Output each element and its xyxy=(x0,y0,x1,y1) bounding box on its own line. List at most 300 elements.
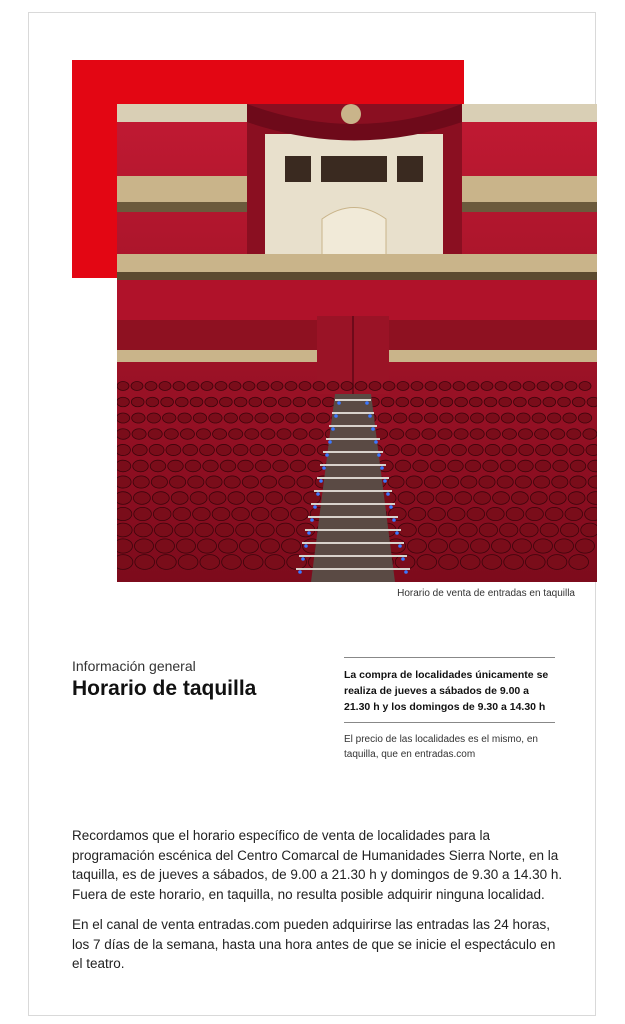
stair-light xyxy=(404,570,408,574)
seat xyxy=(425,397,438,407)
seat xyxy=(417,555,437,570)
seat xyxy=(220,460,236,472)
seat xyxy=(219,539,238,553)
seat xyxy=(520,523,538,537)
seat xyxy=(308,397,321,407)
seat xyxy=(282,539,301,553)
seat xyxy=(228,492,245,505)
seat xyxy=(149,444,164,455)
seat xyxy=(300,444,315,455)
seat xyxy=(196,429,210,440)
stair-light xyxy=(383,479,387,483)
seat xyxy=(551,429,565,440)
seat xyxy=(157,555,177,570)
seat xyxy=(448,460,464,472)
seat xyxy=(276,523,294,537)
seat xyxy=(261,429,275,440)
seat xyxy=(261,476,277,488)
seat xyxy=(388,476,404,488)
theater-illustration xyxy=(117,104,597,582)
seat xyxy=(255,413,268,423)
seat xyxy=(134,523,152,537)
seat xyxy=(430,460,446,472)
seat xyxy=(216,444,231,455)
seat xyxy=(418,523,436,537)
seat xyxy=(243,382,255,391)
seat xyxy=(327,382,339,391)
stair-light xyxy=(401,557,405,561)
seat xyxy=(166,444,181,455)
seat xyxy=(266,492,283,505)
stair-light xyxy=(316,492,320,496)
seat xyxy=(156,539,175,553)
seat xyxy=(175,523,193,537)
seat xyxy=(285,492,302,505)
seat xyxy=(117,555,133,570)
seat xyxy=(132,429,146,440)
seat xyxy=(168,460,184,472)
seat xyxy=(322,397,335,407)
seat xyxy=(355,382,367,391)
stair-light xyxy=(331,427,335,431)
seat xyxy=(229,429,243,440)
seat xyxy=(222,555,242,570)
seat xyxy=(552,476,568,488)
seat xyxy=(190,492,207,505)
sidebar-lead: La compra de localidades únicamente se realiza de jueves a sábados de 9.00 a 21.30 h y los domingos de 9.30 a 14.30 h xyxy=(344,658,555,723)
seat xyxy=(245,429,259,440)
seat xyxy=(397,382,409,391)
seat xyxy=(151,476,167,488)
seat xyxy=(224,476,240,488)
seat xyxy=(147,413,160,423)
seat xyxy=(565,507,583,520)
seat xyxy=(131,397,144,407)
seat xyxy=(243,555,263,570)
seat xyxy=(452,444,467,455)
seat xyxy=(201,382,213,391)
seat xyxy=(213,429,227,440)
page-title: Horario de taquilla xyxy=(72,677,257,700)
seat xyxy=(570,460,586,472)
seat xyxy=(543,397,556,407)
seat xyxy=(394,413,407,423)
seat xyxy=(177,539,196,553)
seat xyxy=(461,476,477,488)
stair-light xyxy=(319,479,323,483)
info-sidebar xyxy=(344,657,555,762)
seat xyxy=(408,539,427,553)
seat xyxy=(389,507,407,520)
seat xyxy=(523,382,535,391)
seat xyxy=(537,382,549,391)
seat xyxy=(250,444,265,455)
seat xyxy=(215,382,227,391)
seat xyxy=(479,476,495,488)
seat xyxy=(187,382,199,391)
seat xyxy=(471,413,484,423)
seat xyxy=(525,555,545,570)
seat xyxy=(203,460,219,472)
seat xyxy=(286,413,299,423)
seat xyxy=(486,413,499,423)
seat xyxy=(468,444,483,455)
seat xyxy=(479,523,497,537)
seat xyxy=(569,444,584,455)
stair-light xyxy=(325,453,329,457)
seat xyxy=(492,539,511,553)
seat xyxy=(261,539,280,553)
seat xyxy=(532,413,545,423)
seat xyxy=(406,429,420,440)
seat xyxy=(200,555,220,570)
seat xyxy=(236,523,254,537)
seat xyxy=(154,523,172,537)
stair-light xyxy=(386,492,390,496)
seat xyxy=(255,460,271,472)
seat xyxy=(133,476,149,488)
seat xyxy=(117,382,129,391)
seat xyxy=(485,444,500,455)
seat xyxy=(429,539,448,553)
seat xyxy=(536,444,551,455)
seat xyxy=(499,397,512,407)
seat xyxy=(408,507,426,520)
sidebar-note: El precio de las localidades es el mismo, en taquilla, que en entradas.com xyxy=(344,734,538,760)
seat xyxy=(471,539,490,553)
seat xyxy=(148,429,162,440)
seat xyxy=(502,429,516,440)
seat xyxy=(117,444,130,455)
seat xyxy=(552,444,567,455)
seat xyxy=(469,397,482,407)
seat xyxy=(264,397,277,407)
seat xyxy=(209,413,222,423)
seat xyxy=(117,492,131,505)
seat xyxy=(251,507,269,520)
seat xyxy=(146,397,159,407)
stair-light xyxy=(328,440,332,444)
seat xyxy=(534,476,550,488)
seat xyxy=(484,397,497,407)
seat xyxy=(509,382,521,391)
seat xyxy=(178,413,191,423)
seat xyxy=(240,413,253,423)
seat xyxy=(467,382,479,391)
seat xyxy=(555,539,574,553)
seat xyxy=(534,539,553,553)
seat xyxy=(256,523,274,537)
seat xyxy=(232,507,250,520)
seat xyxy=(290,460,306,472)
seat xyxy=(134,507,152,520)
seat xyxy=(435,444,450,455)
stair-light xyxy=(307,531,311,535)
seat xyxy=(170,476,186,488)
seat xyxy=(164,429,178,440)
seat xyxy=(500,523,518,537)
seat xyxy=(193,413,206,423)
seat xyxy=(526,507,544,520)
seat xyxy=(267,444,282,455)
seat xyxy=(117,397,129,407)
seat xyxy=(273,460,289,472)
seat xyxy=(190,397,203,407)
seat xyxy=(587,397,597,407)
seat xyxy=(535,429,549,440)
stair-light xyxy=(334,414,338,418)
seat xyxy=(161,397,174,407)
seat xyxy=(551,382,563,391)
stair-light xyxy=(313,505,317,509)
body-paragraph: Recordamos que el horario específico de venta de localidades para la programación escénica del Centro Comarcal de Humanidades Sierra Norte, en la taquilla, es de jueves a sábados, de 9.00 a 21.30 h y domingos de 9.30 a 14.30 h. Fuera de este horario, en taquilla, no resulta posible adquirir ninguna localidad. xyxy=(72,828,563,902)
seat xyxy=(497,476,513,488)
seat xyxy=(279,476,295,488)
seat xyxy=(454,429,468,440)
seat xyxy=(234,397,247,407)
seat xyxy=(565,382,577,391)
seat xyxy=(515,476,531,488)
seat xyxy=(117,429,130,440)
stair-light xyxy=(389,505,393,509)
seat xyxy=(159,382,171,391)
seat xyxy=(398,492,415,505)
seat xyxy=(132,413,145,423)
seat xyxy=(411,397,424,407)
seat xyxy=(483,460,499,472)
seat xyxy=(173,507,191,520)
seat xyxy=(299,382,311,391)
seat xyxy=(200,444,215,455)
seat xyxy=(240,539,259,553)
seat xyxy=(422,429,436,440)
seat xyxy=(117,523,132,537)
seat xyxy=(238,460,254,472)
stair-light xyxy=(371,427,375,431)
seat xyxy=(518,429,532,440)
seat xyxy=(547,555,567,570)
seat xyxy=(436,492,453,505)
seat xyxy=(406,476,422,488)
seat xyxy=(470,429,484,440)
seat xyxy=(198,539,217,553)
seat xyxy=(504,555,524,570)
seat xyxy=(455,413,468,423)
seat xyxy=(578,413,591,423)
seat xyxy=(581,523,597,537)
seat xyxy=(482,555,502,570)
seat xyxy=(409,413,422,423)
seat xyxy=(150,460,166,472)
seat xyxy=(220,397,233,407)
seat xyxy=(540,523,558,537)
seat xyxy=(428,507,446,520)
seat xyxy=(517,413,530,423)
seat xyxy=(443,476,459,488)
seat xyxy=(570,476,586,488)
seat xyxy=(378,413,391,423)
seat xyxy=(545,507,563,520)
seat xyxy=(132,444,147,455)
seat xyxy=(396,397,409,407)
seat xyxy=(481,382,493,391)
seat xyxy=(293,397,306,407)
seat xyxy=(467,507,485,520)
seat xyxy=(460,555,480,570)
seat xyxy=(569,555,589,570)
stair-light xyxy=(380,466,384,470)
stair-light xyxy=(398,544,402,548)
seat xyxy=(205,397,218,407)
seat xyxy=(560,523,578,537)
seat xyxy=(513,539,532,553)
seat xyxy=(535,460,551,472)
stair-light xyxy=(368,414,372,418)
seat xyxy=(450,539,469,553)
seat xyxy=(511,492,528,505)
seat xyxy=(224,413,237,423)
seat xyxy=(549,492,566,505)
stair-light xyxy=(374,440,378,444)
seat xyxy=(247,492,264,505)
seat xyxy=(183,444,198,455)
seat xyxy=(572,397,585,407)
theater-photo xyxy=(117,104,597,582)
seat xyxy=(501,413,514,423)
seat xyxy=(291,507,309,520)
seat xyxy=(180,429,194,440)
seat xyxy=(381,397,394,407)
stair-light xyxy=(310,518,314,522)
seat xyxy=(209,492,226,505)
seat xyxy=(459,523,477,537)
seat xyxy=(277,429,291,440)
seat xyxy=(395,460,411,472)
seat xyxy=(576,539,595,553)
stair-light xyxy=(392,518,396,522)
seat xyxy=(439,523,457,537)
seat xyxy=(193,507,211,520)
seat xyxy=(188,476,204,488)
seat xyxy=(229,382,241,391)
seat xyxy=(440,397,453,407)
seat xyxy=(502,444,517,455)
seat xyxy=(530,492,547,505)
seat xyxy=(486,429,500,440)
seat xyxy=(383,382,395,391)
seat xyxy=(117,460,131,472)
seat xyxy=(438,429,452,440)
seat xyxy=(439,382,451,391)
seat xyxy=(278,397,291,407)
seat xyxy=(487,507,505,520)
seat xyxy=(117,476,131,488)
seat xyxy=(271,507,289,520)
seat xyxy=(506,507,524,520)
seat xyxy=(455,397,468,407)
seat xyxy=(153,507,171,520)
seat xyxy=(175,397,188,407)
seat xyxy=(495,382,507,391)
seat xyxy=(163,413,176,423)
seat xyxy=(257,382,269,391)
seat xyxy=(117,413,130,423)
seat xyxy=(369,382,381,391)
seat xyxy=(424,476,440,488)
seat xyxy=(242,476,258,488)
seat xyxy=(453,382,465,391)
stair-light xyxy=(322,466,326,470)
seat xyxy=(185,460,201,472)
seat xyxy=(131,382,143,391)
seat xyxy=(418,444,433,455)
seat xyxy=(284,444,299,455)
seat xyxy=(568,492,585,505)
stair-light xyxy=(337,401,341,405)
stair-light xyxy=(304,544,308,548)
seat xyxy=(133,492,150,505)
seat xyxy=(233,444,248,455)
seat xyxy=(447,507,465,520)
seat xyxy=(285,382,297,391)
stair-light xyxy=(301,557,305,561)
seat xyxy=(341,382,353,391)
seat xyxy=(171,492,188,505)
seat xyxy=(271,382,283,391)
seat xyxy=(553,460,569,472)
seat xyxy=(265,555,285,570)
seat xyxy=(439,555,459,570)
seat xyxy=(500,460,516,472)
seat xyxy=(384,444,399,455)
seat xyxy=(567,429,581,440)
seat xyxy=(518,460,534,472)
seat xyxy=(583,429,597,440)
stair-light xyxy=(298,570,302,574)
seat xyxy=(390,429,404,440)
stair-light xyxy=(395,531,399,535)
seat xyxy=(425,382,437,391)
stair-light xyxy=(365,401,369,405)
seat xyxy=(135,539,154,553)
seat xyxy=(301,413,314,423)
seat xyxy=(195,523,213,537)
stair-light xyxy=(377,453,381,457)
seat xyxy=(528,397,541,407)
seat xyxy=(465,460,481,472)
seat xyxy=(413,460,429,472)
body-text xyxy=(72,826,564,985)
seat xyxy=(249,397,262,407)
seat xyxy=(212,507,230,520)
seat xyxy=(401,444,416,455)
seat xyxy=(455,492,472,505)
seat xyxy=(548,413,561,423)
seat xyxy=(514,397,527,407)
seat xyxy=(215,523,233,537)
seat xyxy=(424,413,437,423)
seat xyxy=(474,492,491,505)
body-paragraph: En el canal de venta entradas.com pueden adquirirse las entradas las 24 horas, los 7 días de la semana, hasta una hora antes de que se inicie el espectáculo en el teatro. xyxy=(72,917,556,971)
seat xyxy=(579,382,591,391)
seat xyxy=(173,382,185,391)
seat xyxy=(493,492,510,505)
seat xyxy=(586,444,597,455)
seat xyxy=(135,555,155,570)
image-caption: Horario de venta de entradas en taquilla xyxy=(397,588,575,599)
seat xyxy=(519,444,534,455)
seat xyxy=(152,492,169,505)
